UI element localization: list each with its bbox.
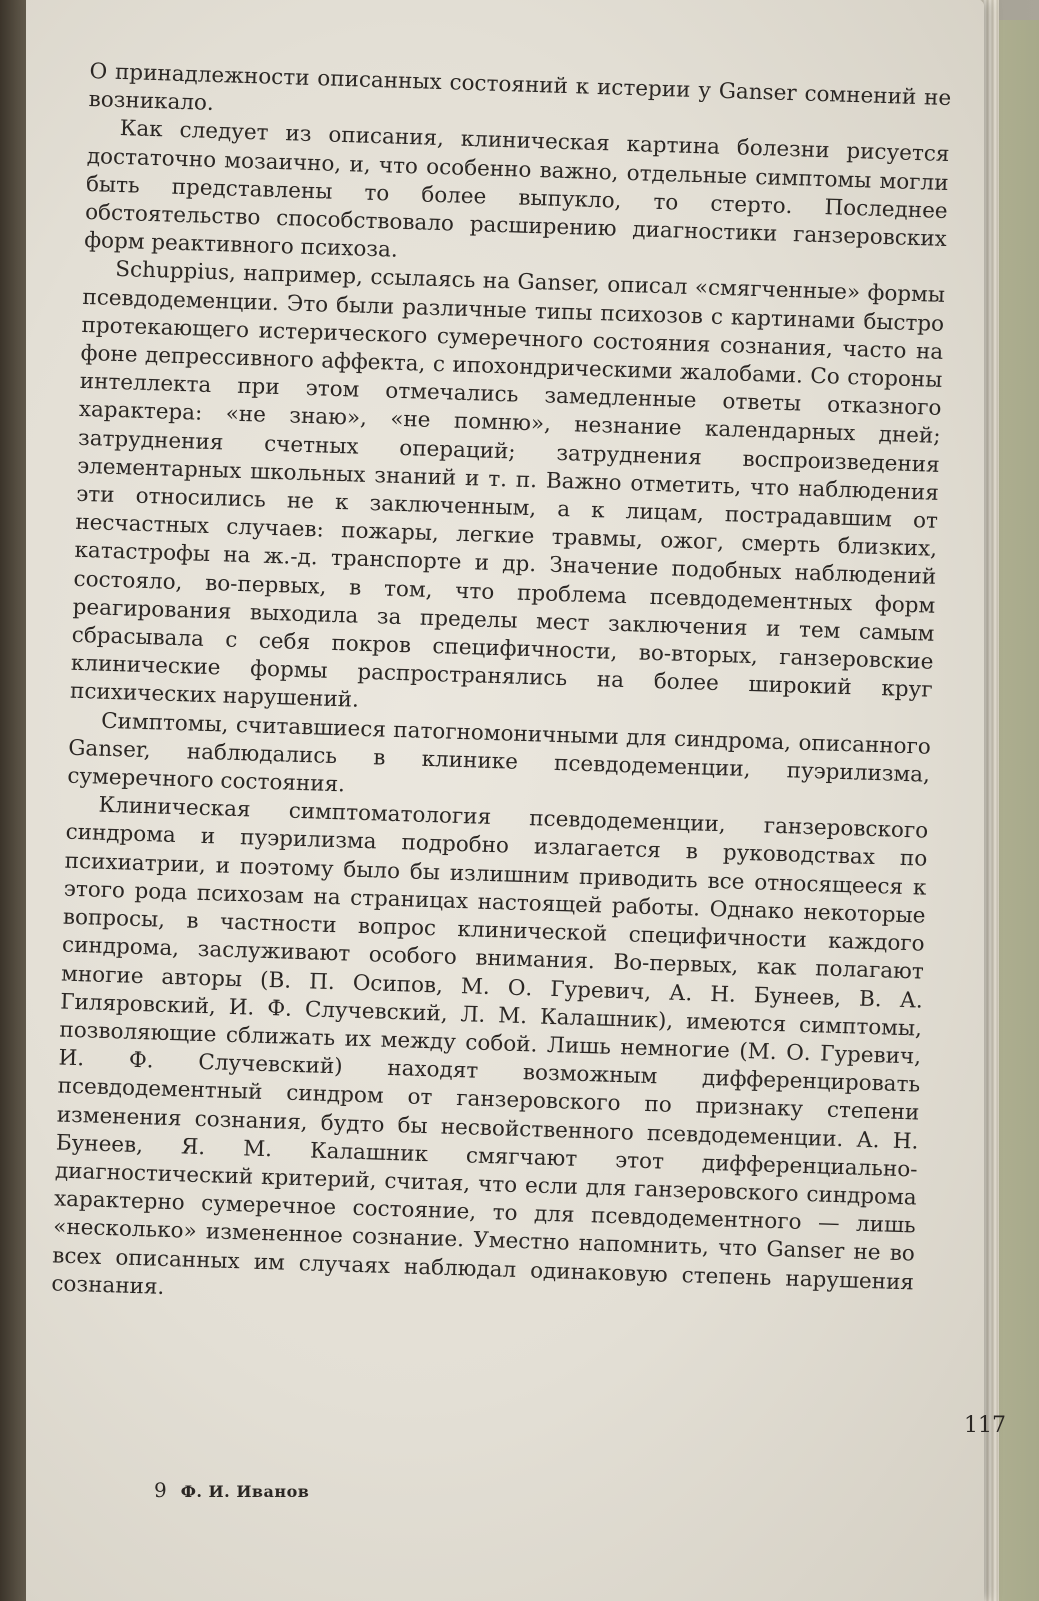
- paragraph-4: Симптомы, считавшиеся патогномоничными для синдрома, описанного Ganser, наблюдались в клинике псевдодеменции, пуэрилизма, сумеречного состояния.: [67, 708, 932, 798]
- page-footer: [154, 1478, 309, 1502]
- paragraph-2: Как следует из описания, клиническая картина болезни рисуется достаточно мозаично, и, что особенно важно, отдельные симптомы могли быть представлены то более выпукло, то стерто. Последнее обстоятельство способствовало расширению диагностики ганзеровских форм реактивного психоза.: [83, 116, 950, 263]
- signature-mark: 9: [154, 1478, 167, 1502]
- book-page: [26, 0, 1006, 1601]
- author-name: Ф. И. Иванов: [180, 1482, 310, 1501]
- paragraph-1: О принадлежности описанных состояний к истерии у Ganser сомнений не возникало.: [88, 58, 952, 117]
- body-text: [51, 58, 952, 1325]
- paragraph-3: Schuppius, например, ссылаясь на Ganser, описал «смягченные» формы псевдодеменции. Это были различные типы психозов с картинами быстро протекающего истерического сумеречного состояния сознания, часто на фоне депрессивного аффекта, с ипохондрическими жалобами. Со стороны интеллекта при этом отмечались замедленные ответы отказного характера: «не знаю», «не помню», незнание календарных дней; затруднения счетных операций; затруднения воспроизведения элементарных школьных знаний и т. п. Важно отметить, что наблюдения эти относились не к заключенным, а к лицам, пострадавшим от несчастных случаев: пожары, легкие травмы, ожог, смерть близких, катастрофы на ж.-д. транспорте и др. Значение подобных наблюдений состояло, во-первых, в том, что проблема псевдодементных форм реагирования выходила за пределы мест заключения и тем самым сбрасывала с себя покров специфичности, во-вторых, ганзеровские клинические формы распространялись на более широкий круг психических нарушений.: [69, 257, 946, 714]
- page-number: 117: [964, 1413, 1006, 1438]
- paragraph-5: Клиническая симптоматология псевдодеменции, ганзеровского синдрома и пуэрилизма подробно излагается в руководствах по психиатрии, и поэтому было бы излишним приводить все относящееся к этого рода психозам на страницах настоящей работы. Однако некоторые вопросы, в частности вопрос клинической специфичности каждого синдрома, заслуживают особого внимания. Во-первых, как полагают многие авторы (В. П. Осипов, М. О. Гуревич, А. Н. Бунеев, В. А. Гиляровский, И. Ф. Случевский, Л. М. Калашник), имеются симптомы, позволяющие сближать их между собой. Лишь немногие (М. О. Гуревич, И. Ф. Случевский) находят возможным дифференцировать псевдодементный синдром от ганзеровского по признаку степени изменения сознания, будто бы несвойственного псевдодеменции. А. Н. Бунеев, Я. М. Калашник смягчают этот дифференциально-диагностический критерий, считая, что если для ганзеровского синдрома характерно сумеречное состояние, то для псевдодементного — лишь «несколько» измененное сознание. Уместно напомнить, что Ganser не во всех описанных им случаях наблюдал одинаковую степень нарушения сознания.: [51, 792, 929, 1300]
